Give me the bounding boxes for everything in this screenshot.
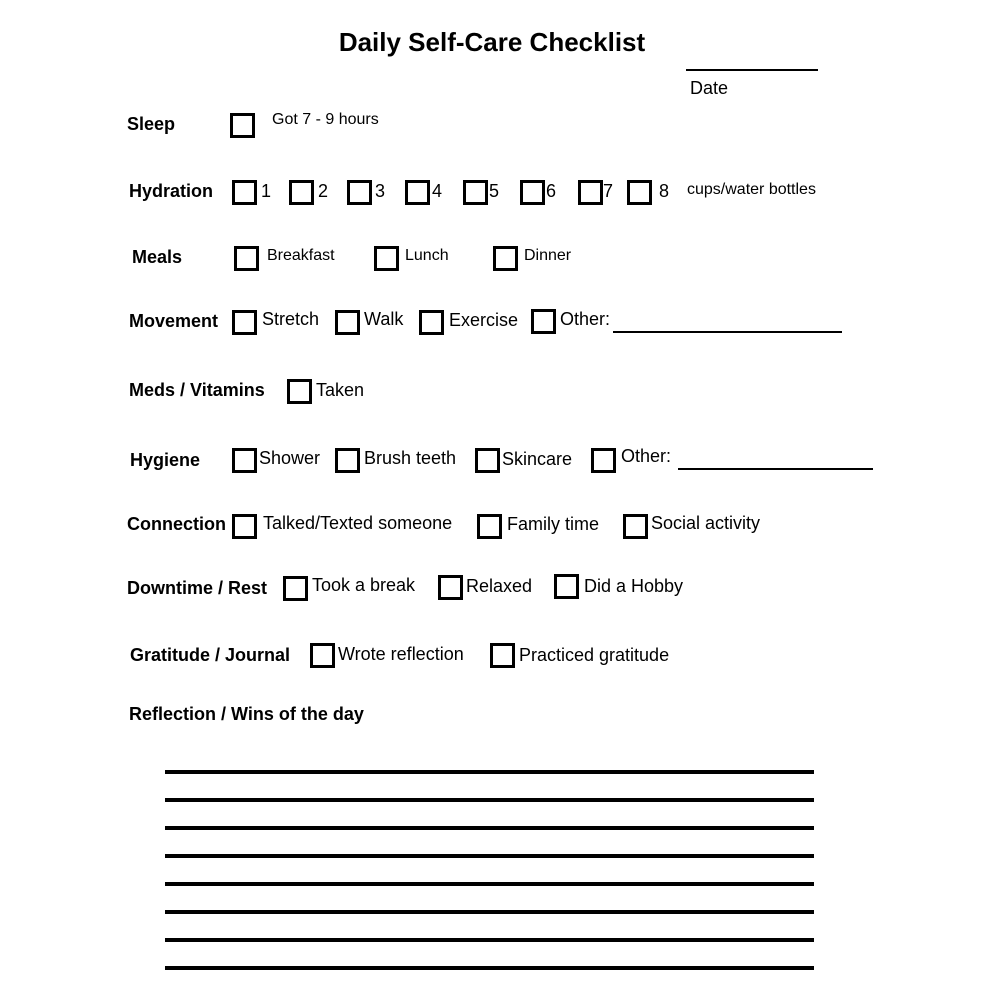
hydration-cup-4-label: 4 — [432, 181, 443, 201]
meals-dinner-label: Dinner — [524, 247, 572, 264]
reflection-writing-line[interactable] — [165, 938, 814, 942]
downtime-relaxed-checkbox[interactable] — [438, 575, 463, 600]
hygiene-other-fill-line[interactable] — [678, 468, 873, 470]
movement-stretch-checkbox[interactable] — [232, 310, 257, 335]
hydration-cup-3-label: 3 — [375, 181, 386, 201]
hydration-cup-5-label: 5 — [489, 181, 500, 201]
connection-talked-texted-checkbox[interactable] — [232, 514, 257, 539]
gratitude-practiced-gratitude-checkbox[interactable] — [490, 643, 515, 668]
hydration-cup-6-checkbox[interactable] — [520, 180, 545, 205]
meds-taken-label: Taken — [316, 380, 365, 400]
downtime-did-a-hobby-label: Did a Hobby — [584, 576, 684, 596]
downtime-took-a-break-label: Took a break — [312, 575, 416, 595]
hydration-cup-5-checkbox[interactable] — [463, 180, 488, 205]
meds-label: Meds / Vitamins — [129, 380, 265, 400]
sleep-option-label: Got 7 - 9 hours — [272, 111, 379, 128]
hygiene-other-label: Other: — [621, 446, 672, 466]
reflection-writing-line[interactable] — [165, 910, 814, 914]
reflection-writing-line[interactable] — [165, 798, 814, 802]
movement-exercise-checkbox[interactable] — [419, 310, 444, 335]
downtime-did-a-hobby-checkbox[interactable] — [554, 574, 579, 599]
hygiene-brush-teeth-checkbox[interactable] — [335, 448, 360, 473]
gratitude-wrote-reflection-label: Wrote reflection — [338, 644, 464, 664]
hydration-cup-2-checkbox[interactable] — [289, 180, 314, 205]
hydration-cup-7-label: 7 — [603, 181, 614, 201]
hydration-cup-2-label: 2 — [318, 181, 329, 201]
movement-label: Movement — [129, 311, 219, 331]
reflection-writing-line[interactable] — [165, 826, 814, 830]
hydration-cup-8-checkbox[interactable] — [627, 180, 652, 205]
reflection-writing-line[interactable] — [165, 966, 814, 970]
movement-other-label: Other: — [560, 309, 611, 329]
hygiene-skincare-checkbox[interactable] — [475, 448, 500, 473]
hygiene-other-checkbox[interactable] — [591, 448, 616, 473]
meals-dinner-checkbox[interactable] — [493, 246, 518, 271]
movement-stretch-label: Stretch — [262, 309, 320, 329]
connection-label: Connection — [127, 514, 226, 534]
connection-talked-texted-label: Talked/Texted someone — [263, 513, 453, 533]
hydration-cup-7-checkbox[interactable] — [578, 180, 603, 205]
movement-walk-label: Walk — [364, 309, 404, 329]
connection-social-activity-checkbox[interactable] — [623, 514, 648, 539]
hygiene-shower-label: Shower — [259, 448, 321, 468]
reflection-writing-line[interactable] — [165, 882, 814, 886]
hydration-cup-8-label: 8 — [659, 181, 670, 201]
downtime-took-a-break-checkbox[interactable] — [283, 576, 308, 601]
sleep-7-9-hours-checkbox[interactable] — [230, 113, 255, 138]
movement-walk-checkbox[interactable] — [335, 310, 360, 335]
reflection-writing-line[interactable] — [165, 770, 814, 774]
connection-family-time-label: Family time — [507, 514, 600, 534]
gratitude-label: Gratitude / Journal — [130, 645, 291, 665]
movement-exercise-label: Exercise — [449, 310, 519, 330]
hydration-cup-1-checkbox[interactable] — [232, 180, 257, 205]
hygiene-brush-teeth-label: Brush teeth — [364, 448, 457, 468]
hydration-cup-4-checkbox[interactable] — [405, 180, 430, 205]
hygiene-skincare-label: Skincare — [502, 449, 573, 469]
movement-other-checkbox[interactable] — [531, 309, 556, 334]
downtime-relaxed-label: Relaxed — [466, 576, 533, 596]
date-label: Date — [690, 78, 729, 98]
hydration-label: Hydration — [129, 181, 214, 201]
connection-family-time-checkbox[interactable] — [477, 514, 502, 539]
meals-breakfast-checkbox[interactable] — [234, 246, 259, 271]
connection-social-activity-label: Social activity — [651, 513, 761, 533]
movement-other-fill-line[interactable] — [613, 331, 842, 333]
sleep-label: Sleep — [127, 114, 176, 134]
meals-lunch-checkbox[interactable] — [374, 246, 399, 271]
meals-lunch-label: Lunch — [405, 247, 449, 264]
hygiene-label: Hygiene — [130, 450, 201, 470]
hydration-cup-3-checkbox[interactable] — [347, 180, 372, 205]
gratitude-practiced-gratitude-label: Practiced gratitude — [519, 645, 670, 665]
hydration-cup-6-label: 6 — [546, 181, 557, 201]
date-line[interactable] — [686, 69, 818, 71]
page-title: Daily Self-Care Checklist — [338, 27, 646, 57]
reflection-heading: Reflection / Wins of the day — [129, 704, 364, 724]
reflection-writing-line[interactable] — [165, 854, 814, 858]
downtime-label: Downtime / Rest — [127, 578, 268, 598]
meals-breakfast-label: Breakfast — [267, 247, 335, 264]
hygiene-shower-checkbox[interactable] — [232, 448, 257, 473]
meds-taken-checkbox[interactable] — [287, 379, 312, 404]
meals-label: Meals — [132, 247, 183, 267]
hydration-unit-label: cups/water bottles — [687, 181, 816, 198]
gratitude-wrote-reflection-checkbox[interactable] — [310, 643, 335, 668]
hydration-cup-1-label: 1 — [261, 181, 272, 201]
